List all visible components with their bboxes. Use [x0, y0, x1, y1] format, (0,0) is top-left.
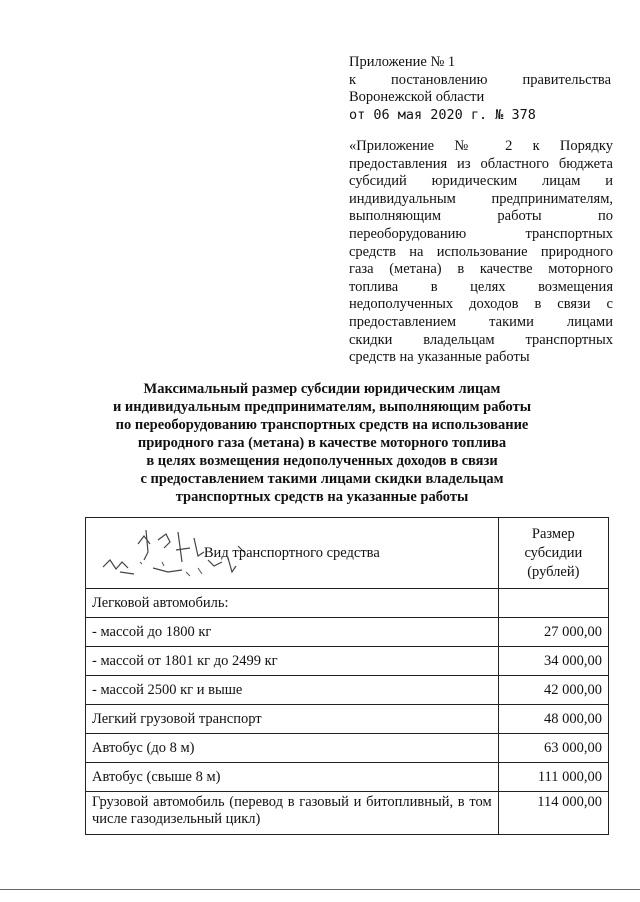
appendix-region: Воронежской области — [349, 89, 485, 105]
subsidy-amount-cell: 42 000,00 — [498, 676, 608, 705]
quote-line: выполняющим работы по — [349, 208, 613, 225]
appendix-quote-block — [349, 138, 613, 367]
subsidy-amount-cell — [498, 589, 608, 618]
title-line: с предоставлением такими лицами скидки владельцам — [140, 471, 504, 487]
table-row — [86, 589, 609, 618]
table-row — [86, 763, 609, 792]
header-cell-subsidy-amount — [498, 518, 608, 589]
appendix-header — [349, 54, 611, 124]
subsidy-amount-cell: 27 000,00 — [498, 618, 608, 647]
subsidy-amount-cell: 114 000,00 — [498, 792, 608, 835]
title-line: Максимальный размер субсидии юридическим лицам — [143, 381, 501, 397]
vehicle-type-cell: Автобус (свыше 8 м) — [86, 763, 499, 792]
table-row — [86, 705, 609, 734]
vehicle-type-cell: Грузовой автомобиль (перевод в газовый и битопливный, в том числе газодизельный цикл) — [86, 792, 499, 835]
quote-line: субсидий юридическим лицам и — [349, 173, 613, 190]
header-subsidy-line: Размер — [531, 525, 575, 542]
vehicle-type-cell: - массой 2500 кг и выше — [86, 676, 499, 705]
quote-line: средств на использование природного — [349, 243, 613, 260]
document-title — [96, 380, 548, 506]
title-line: по переоборудованию транспортных средств на использование — [115, 417, 529, 433]
vehicle-type-cell: Автобус (до 8 м) — [86, 734, 499, 763]
subsidy-table — [85, 517, 609, 835]
quote-line: скидки владельцам транспортных — [349, 331, 613, 348]
header-subsidy-line: субсидии — [524, 544, 583, 561]
vehicle-type-cell: Легкий грузовой транспорт — [86, 705, 499, 734]
header-vehicle-type-label: Вид транспортного средства — [203, 544, 380, 561]
table-row — [86, 647, 609, 676]
appendix-word: правительства — [522, 71, 612, 88]
appendix-date-number: от 06 мая 2020 г. № 378 — [349, 106, 536, 123]
title-line: природного газа (метана) в качестве моторного топлива — [137, 435, 507, 451]
appendix-word: постановлению — [391, 71, 488, 88]
header-cell-vehicle-type — [86, 518, 499, 589]
subsidy-amount-cell: 48 000,00 — [498, 705, 608, 734]
vehicle-type-cell: - массой от 1801 кг до 2499 кг — [86, 647, 499, 676]
quote-line: «Приложение № 2 к Порядку — [349, 138, 613, 154]
title-line: и индивидуальным предпринимателям, выполняющим работы — [112, 399, 532, 415]
vehicle-type-cell: - массой до 1800 кг — [86, 618, 499, 647]
header-subsidy-line: (рублей) — [527, 563, 580, 580]
table-row — [86, 676, 609, 705]
appendix-word: к — [349, 71, 357, 88]
quote-line: топлива в целях возмещения — [349, 278, 613, 295]
quote-line: переоборудованию транспортных — [349, 225, 613, 242]
title-line: транспортных средств на указанные работы — [175, 489, 469, 505]
quote-line: предоставлением такими лицами — [349, 313, 613, 330]
appendix-resolution-line — [349, 72, 611, 90]
title-line: в целях возмещения недополученных доходов в связи — [146, 453, 498, 469]
quote-line: газа (метана) в качестве моторного — [349, 261, 613, 278]
quote-line: средств на указанные работы — [349, 349, 530, 366]
subsidy-amount-cell: 63 000,00 — [498, 734, 608, 763]
table-row — [86, 792, 609, 835]
subsidy-amount-cell: 111 000,00 — [498, 763, 608, 792]
quote-line: индивидуальным предпринимателям, — [349, 190, 613, 207]
vehicle-type-cell: Легковой автомобиль: — [86, 589, 499, 618]
appendix-number: Приложение № 1 — [349, 54, 456, 70]
table-header-row — [86, 518, 609, 589]
quote-line: недополученных доходов в связи с — [349, 296, 613, 313]
page-bottom-divider — [0, 889, 640, 890]
subsidy-amount-cell: 34 000,00 — [498, 647, 608, 676]
quote-line: предоставления из областного бюджета — [349, 155, 613, 172]
table-row — [86, 618, 609, 647]
table-row — [86, 734, 609, 763]
